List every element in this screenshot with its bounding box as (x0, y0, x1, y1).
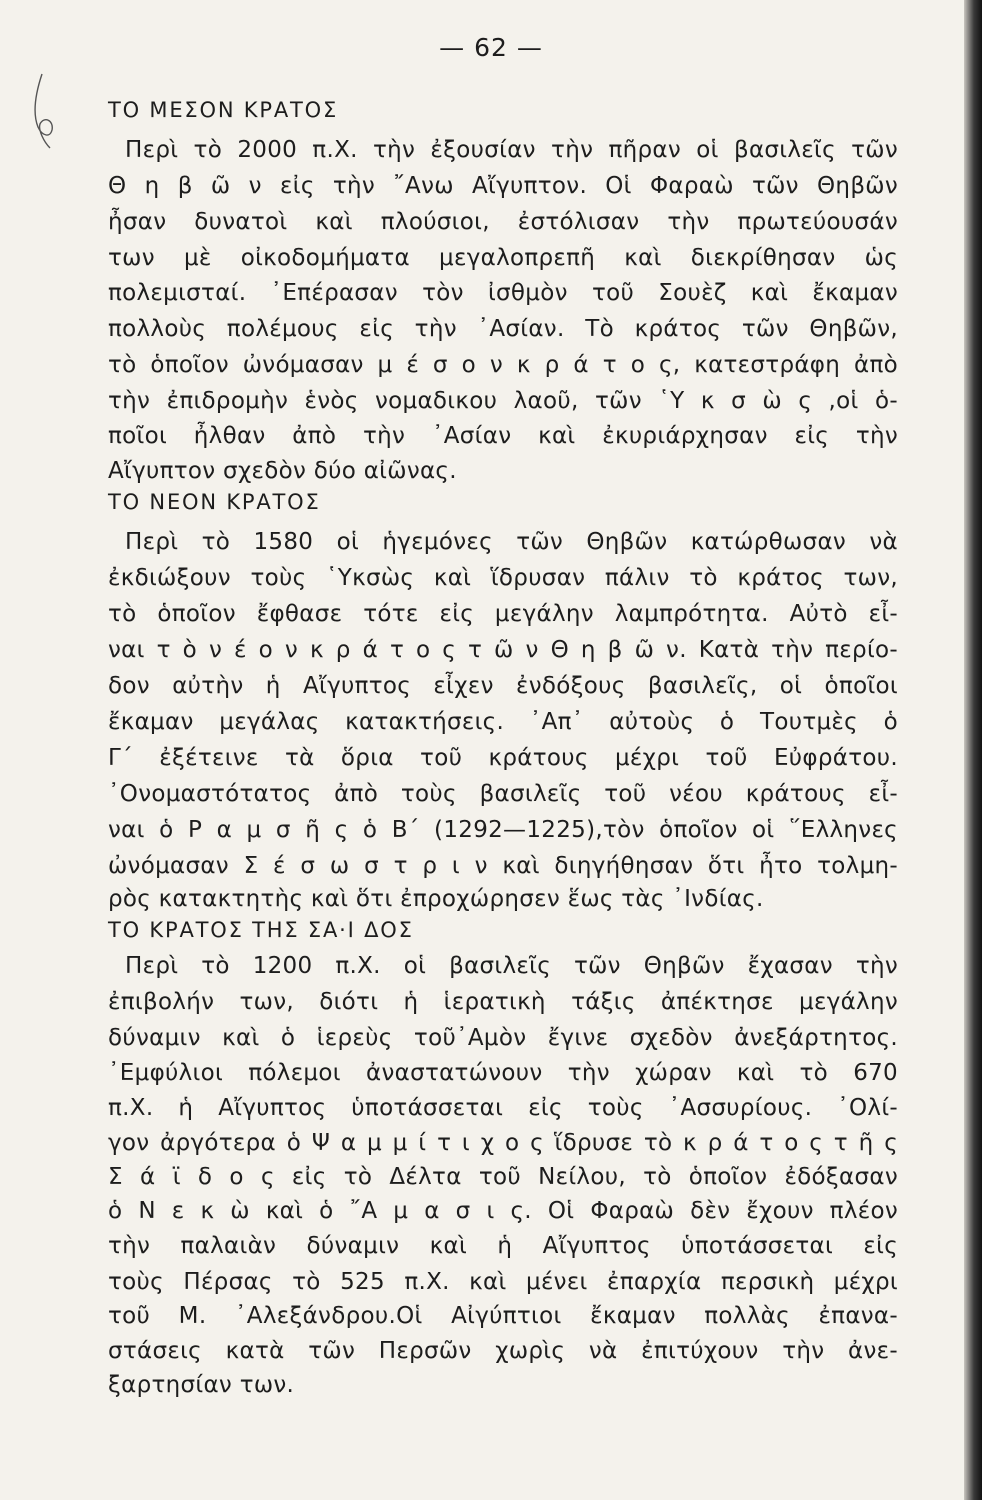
page-number: — 62 — (439, 33, 543, 62)
text-line: ὠνόμασαν Σ έ σ ω σ τ ρ ι ν καὶ διηγήθησαν ὅτι ἦτο τολμη- (108, 853, 898, 879)
text-line: γον ἀργότερα ὁ Ψ α μ μ ί τ ι χ ο ς ἵδρυσε τὸ κ ρ ά τ ο ς τ ῆ ς (108, 1130, 898, 1156)
text-line: πολλοὺς πολέμους εἰς τὴν ᾿Ασίαν. Τὸ κράτος τῶν Θηβῶν, (108, 316, 898, 342)
section-heading-saite-kingdom: ΤΟ ΚΡΑΤΟΣ ΤΗΣ ΣΑ·Ι ΔΟΣ (108, 918, 414, 942)
section-heading-middle-kingdom: ΤΟ ΜΕΣΟΝ ΚΡΑΤΟΣ (108, 98, 339, 122)
text-line: τὸ ὁποῖον ἔφθασε τότε εἰς μεγάλην λαμπρότητα. Αὐτὸ εἶ- (108, 601, 898, 627)
text-line: ναι ὁ Ρ α μ σ ῆ ς ὁ Β΄ (1292—1225),τὸν ὁποῖον οἱ ῞Ελληνες (108, 817, 898, 843)
text-line: Σ ά ϊ δ ο ς εἰς τὸ Δέλτα τοῦ Νείλου, τὸ ὁποῖον ἐδόξασαν (108, 1164, 898, 1190)
text-line: Θ η β ῶ ν εἰς τὴν ῎Ανω Αἴγυπτον. Οἱ Φαραὼ τῶν Θηβῶν (108, 173, 898, 199)
text-line: Περὶ τὸ 1580 οἱ ἡγεμόνες τῶν Θηβῶν κατώρθωσαν νὰ (125, 529, 898, 555)
text-line: ὁ Ν ε κ ὼ καὶ ὁ ῎Α μ α σ ι ς. Οἱ Φαραὼ δὲν ἔχουν πλέον (108, 1198, 898, 1224)
text-line: ᾿Ονομαστότατος ἀπὸ τοὺς βασιλεῖς τοῦ νέου κράτους εἶ- (108, 781, 898, 807)
text-line: ἔκαμαν μεγάλας κατακτήσεις. ᾿Απ᾿ αὐτοὺς ὁ Τουτμὲς ὁ (108, 709, 898, 735)
text-line: τὴν ἐπιδρομὴν ἑνὸς νομαδικου λαοῦ, τῶν ῾Υ κ σ ὼ ς ,οἱ ὁ- (108, 388, 898, 414)
text-line: ρὸς κατακτητὴς καὶ ὅτι ἐπροχώρησεν ἕως τὰς ᾿Ινδίας. (108, 886, 764, 912)
text-line: τὴν παλαιὰν δύναμιν καὶ ἡ Αἴγυπτος ὑποτάσσεται εἰς (108, 1233, 898, 1259)
text-line: τὸ ὁποῖον ὠνόμασαν μ έ σ ο ν κ ρ ά τ ο ς, κατεστράφη ἀπὸ (108, 352, 898, 378)
text-line: ἐπιβολήν των, διότι ἡ ἱερατικὴ τάξις ἀπέκτησε μεγάλην (108, 989, 898, 1015)
text-line: Περὶ τὸ 1200 π.Χ. οἱ βασιλεῖς τῶν Θηβῶν ἔχασαν τὴν (125, 953, 898, 979)
scan-edge-shadow (964, 0, 982, 1500)
text-line: στάσεις κατὰ τῶν Περσῶν χωρὶς νὰ ἐπιτύχουν τὴν ἀνε- (108, 1338, 898, 1364)
text-line: Γ΄ ἐξέτεινε τὰ ὅρια τοῦ κράτους μέχρι τοῦ Εὐφράτου. (108, 745, 898, 771)
text-line: Περὶ τὸ 2000 π.Χ. τὴν ἐξουσίαν τὴν πῆραν οἱ βασιλεῖς τῶν (125, 137, 898, 163)
text-line: ξαρτησίαν των. (108, 1372, 295, 1398)
text-line: π.Χ. ἡ Αἴγυπτος ὑποτάσσεται εἰς τοὺς ᾿Ασσυρίους. ᾿Ολί- (108, 1095, 898, 1121)
text-line: ἦσαν δυνατοὶ καὶ πλούσιοι, ἐστόλισαν τὴν πρωτεύουσάν (108, 209, 898, 235)
text-line: ποῖοι ἦλθαν ἀπὸ τὴν ᾿Ασίαν καὶ ἐκυριάρχησαν εἰς τὴν (108, 423, 898, 449)
text-line: δον αὐτὴν ἡ Αἴγυπτος εἶχεν ἐνδόξους βασιλεῖς, οἱ ὁποῖοι (108, 673, 898, 699)
text-line: δύναμιν καὶ ὁ ἱερεὺς τοῦ᾿Αμὸν ἔγινε σχεδὸν ἀνεξάρτητος. (108, 1025, 898, 1051)
text-line: τοὺς Πέρσας τὸ 525 π.Χ. καὶ μένει ἐπαρχία περσικὴ μέχρι (108, 1269, 898, 1295)
text-line: πολεμισταί. ᾿Επέρασαν τὸν ἰσθμὸν τοῦ Σουὲζ καὶ ἔκαμαν (108, 280, 898, 306)
handwritten-margin-mark (28, 72, 58, 152)
text-line: Αἴγυπτον σχεδὸν δύο αἰῶνας. (108, 458, 457, 484)
text-line: ναι τ ὸ ν έ ο ν κ ρ ά τ ο ς τ ῶ ν Θ η β ῶ ν. Κατὰ τὴν περίο- (108, 637, 898, 663)
text-line: ᾿Εμφύλιοι πόλεμοι ἀναστατώνουν τὴν χώραν καὶ τὸ 670 (108, 1060, 898, 1086)
text-line: των μὲ οἰκοδομήματα μεγαλοπρεπῆ καὶ διεκρίθησαν ὡς (108, 245, 898, 271)
text-line: τοῦ Μ. ᾿Αλεξάνδρου.Οἱ Αἰγύπτιοι ἔκαμαν πολλὰς ἐπανα- (108, 1303, 898, 1329)
section-heading-new-kingdom: ΤΟ ΝΕΟΝ ΚΡΑΤΟΣ (108, 490, 321, 514)
text-line: ἐκδιώξουν τοὺς ῾Υκσὼς καὶ ἵδρυσαν πάλιν τὸ κράτος των, (108, 565, 898, 591)
